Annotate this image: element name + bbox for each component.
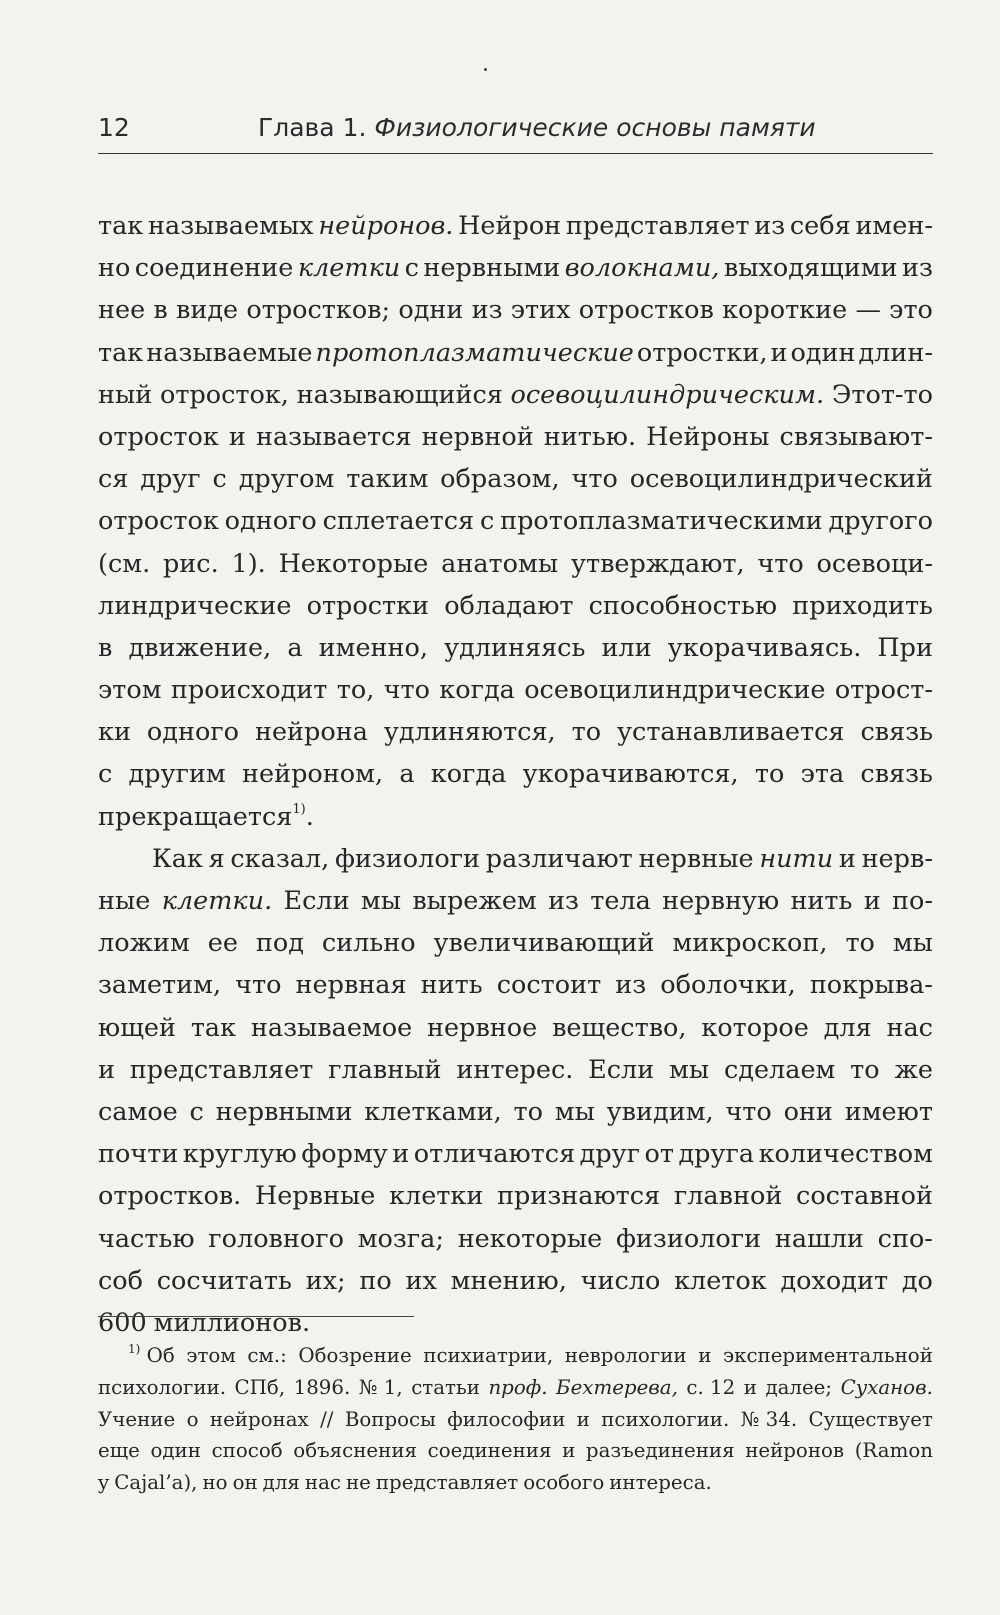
footnote-line: психологии. СПб, 1896. № 1, статьи проф. Бехтерева, с. 12 и далее; Суханов. — [98, 1375, 933, 1399]
chapter-heading — [258, 108, 816, 148]
text-line: почти круглую форму и отличаются друг от друга количеством — [98, 1139, 933, 1170]
text-line: заметим, что нервная нить состоит из оболочки, покрыва- — [98, 970, 933, 1001]
text-line: ложим ее под сильно увеличивающий микроскоп, то мы — [98, 928, 933, 959]
text-line: этом происходит то, что когда осевоцилиндрические отрост- — [98, 675, 933, 706]
footnote-line: Учение о нейронах // Вопросы философии и психологии. № 34. Существует — [98, 1407, 933, 1431]
text-line: но соединение клетки с нервными волокнами, выходящими из — [98, 253, 933, 284]
print-speck — [484, 68, 487, 71]
text-line: самое с нервными клетками, то мы увидим, что они имеют — [98, 1096, 933, 1127]
page-number: 12 — [98, 113, 130, 142]
text-line: с другим нейроном, а когда укорачиваются, то эта связь — [98, 759, 933, 790]
text-line: так называемых нейронов. Нейрон представляет из себя имен- — [98, 211, 933, 241]
text-line: линдрические отростки обладают способностью приходить — [98, 590, 933, 621]
footnote-line: еще один способ объяснения соединения и разъединения нейронов (Ramon — [98, 1439, 933, 1463]
text-line: нее в виде отростков; одни из этих отростков короткие — это — [98, 295, 933, 326]
chapter-label: Глава 1. — [258, 113, 367, 142]
text-line — [98, 796, 933, 838]
text-line: так называемые протоплазматические отростки, и один длин- — [98, 337, 933, 368]
footnote — [98, 1340, 933, 1499]
text-line: ся друг с другом таким образом, что осевоцилиндрический — [98, 464, 933, 495]
paragraph-end: прекращается$^{1)}$. — [98, 801, 314, 832]
header-rule — [98, 153, 933, 154]
text-line: 600 миллионов. — [98, 1307, 311, 1338]
text-line: и представляет главный интерес. Если мы сделаем то же — [98, 1054, 933, 1085]
text-line: соб сосчитать их; по их мнению, число клеток доходит до — [98, 1265, 933, 1296]
main-text — [98, 205, 933, 1344]
text-line: Как я сказал, физиологи различают нервные нити и нерв- — [152, 843, 933, 874]
footnote-first-word: $^{1)}$ Об — [128, 1342, 175, 1367]
footnote-reference[interactable]: 1) — [292, 801, 306, 817]
text-line: частью головного мозга; некоторые физиологи нашли спо- — [98, 1223, 933, 1254]
text-line: ки одного нейрона удлиняются, то устанавливается связь — [98, 717, 933, 748]
text-line: в движение, а именно, удлиняясь или укорачиваясь. При — [98, 632, 933, 663]
text-line: (см. рис. 1). Некоторые анатомы утверждают, что осевоци- — [98, 548, 933, 579]
footnote-line: y Cajal’a), но он для нас не представляет особого интереса. — [98, 1471, 712, 1495]
text-line: отростков. Нервные клетки признаются главной составной — [98, 1181, 933, 1212]
text-line: ный отросток, называющийся осевоцилиндрическим. Этот-то — [98, 379, 933, 410]
footnote-line: $^{1)}$ Об этом см.: Обозрение психиатрии, неврологии и экспериментальной — [98, 1340, 933, 1372]
chapter-title: Физиологические основы памяти — [374, 113, 816, 142]
text-line: отросток и называется нервной нитью. Нейроны связывают- — [98, 421, 933, 452]
footnote-rule — [98, 1316, 414, 1317]
text-line: ные клетки. Если мы вырежем из тела нервную нить и по- — [98, 886, 933, 916]
footnote-mark: 1) — [128, 1342, 141, 1356]
text-line: отросток одного сплетается с протоплазматическими другого — [98, 506, 933, 537]
text-line: ющей так называемое нервное вещество, которое для нас — [98, 1012, 933, 1043]
